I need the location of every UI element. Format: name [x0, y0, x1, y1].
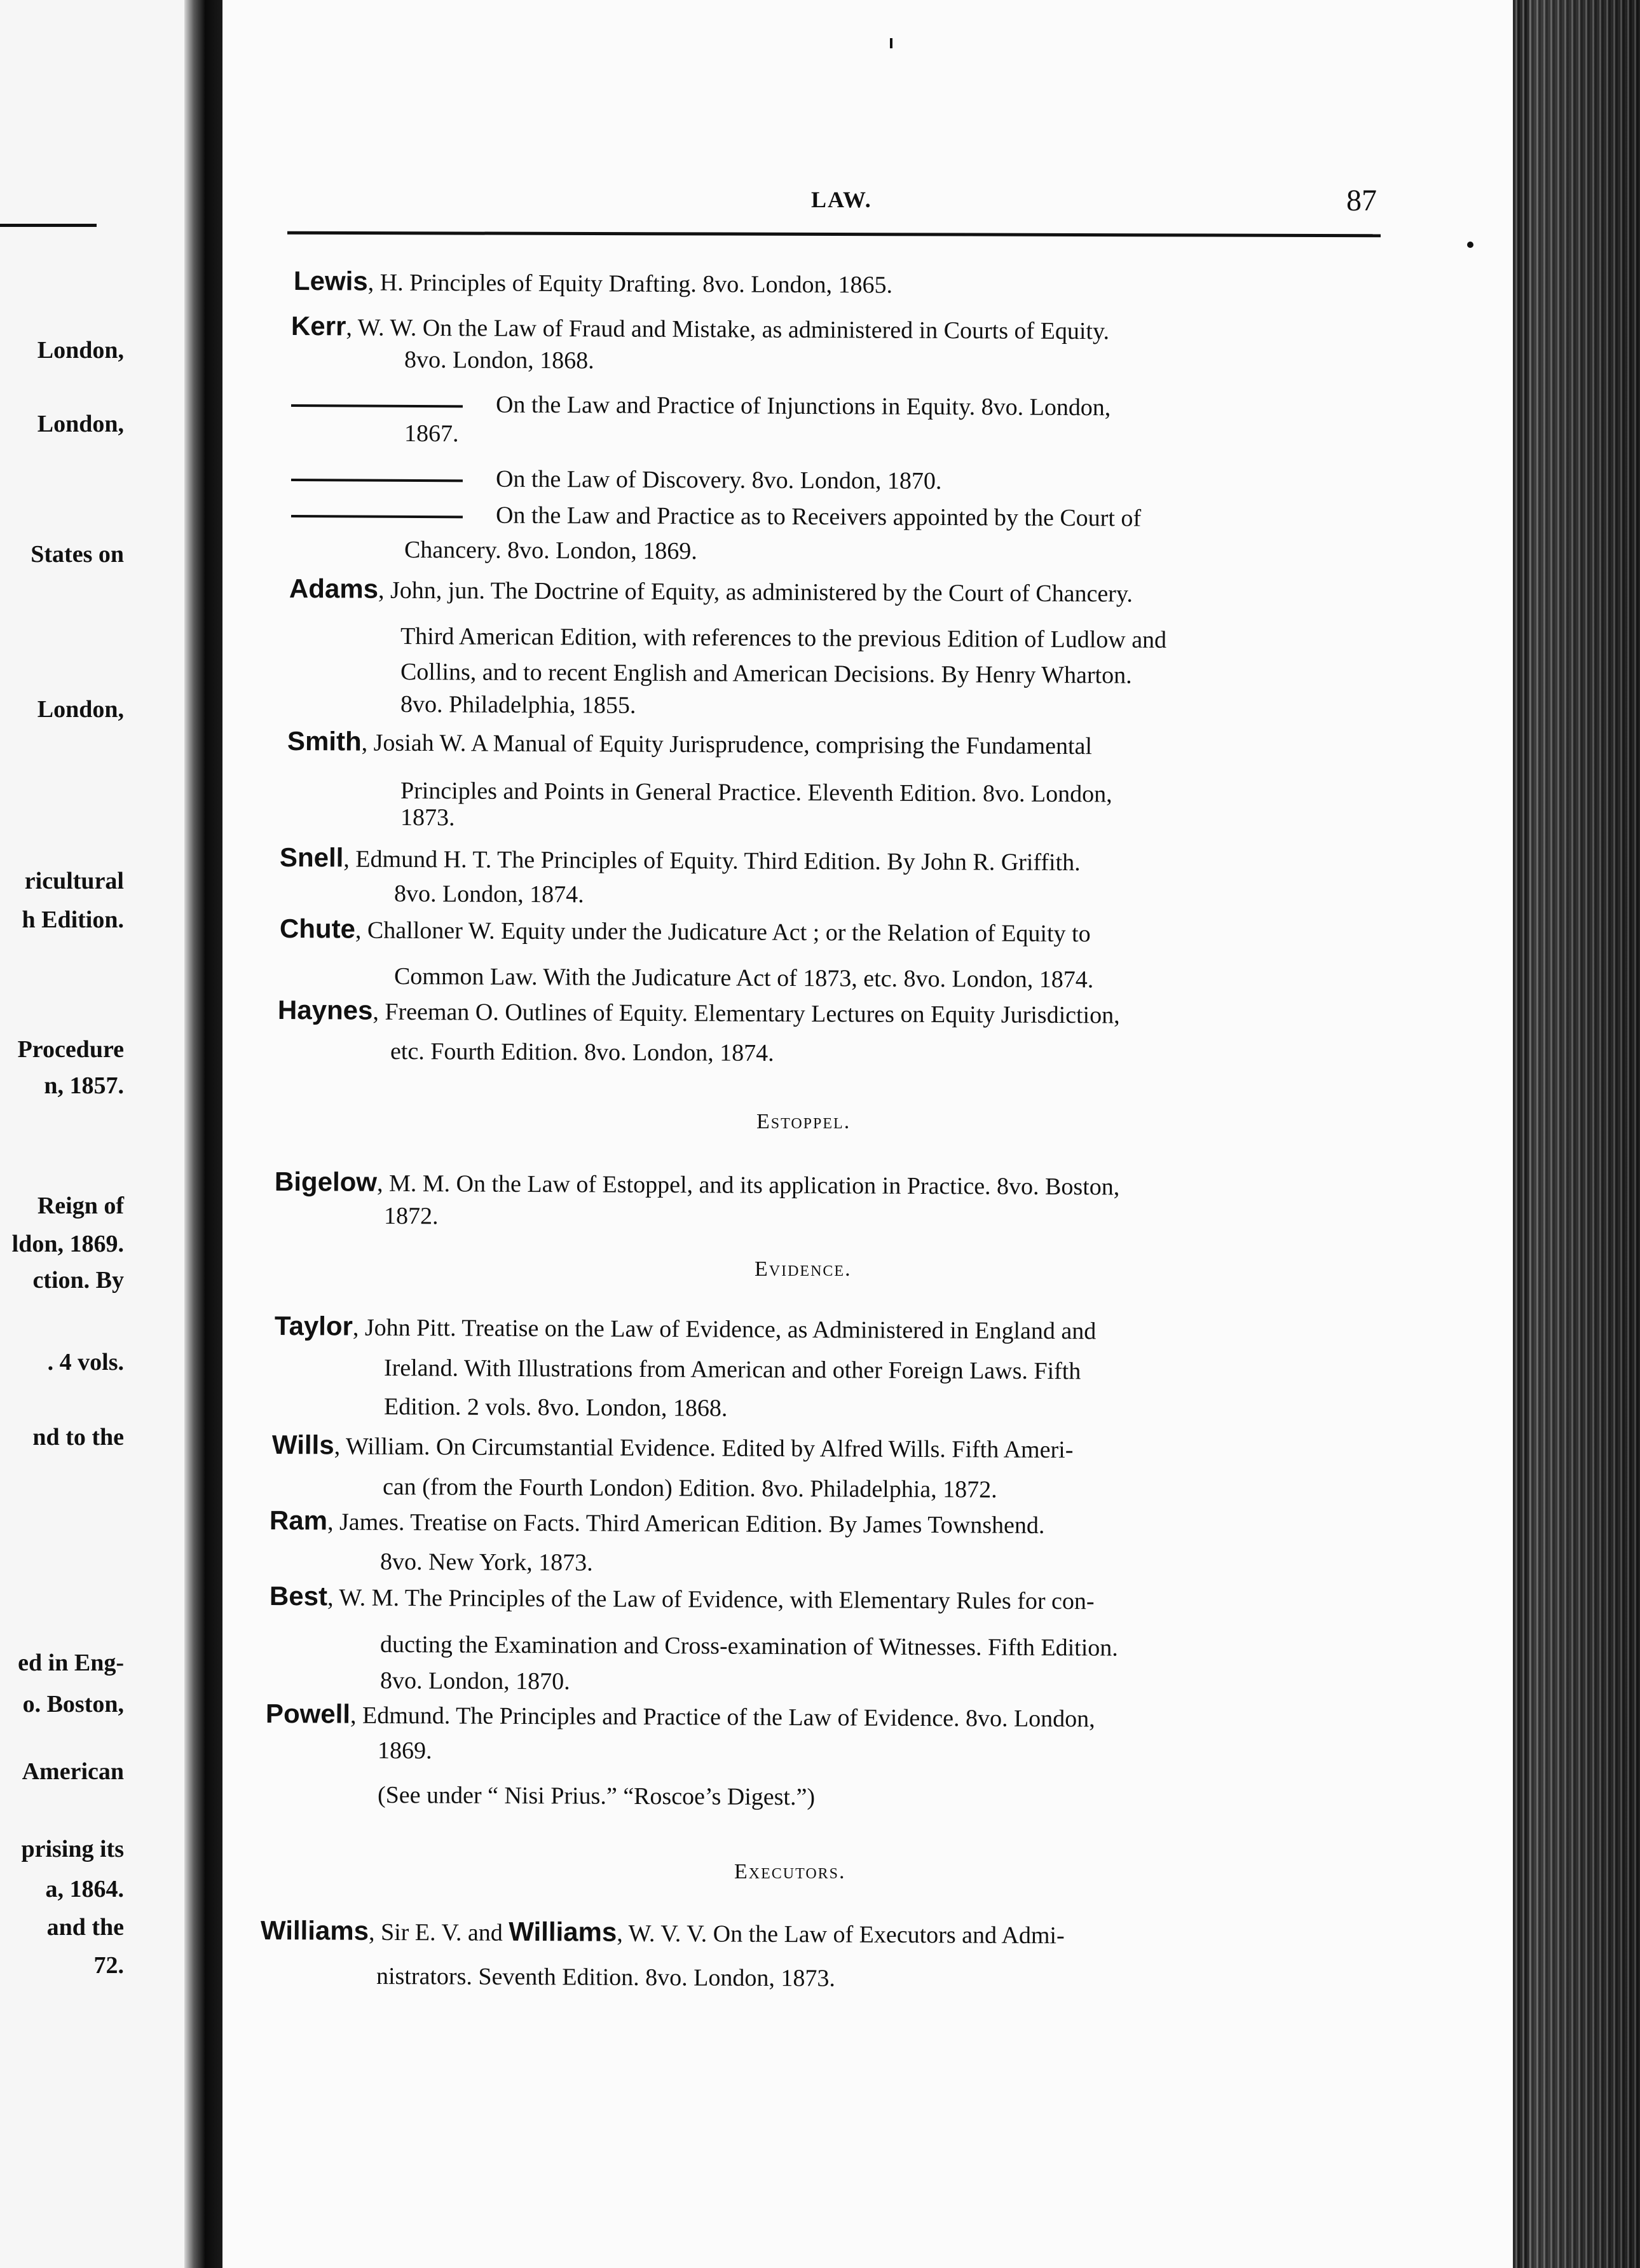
- ditto-dash: [291, 515, 463, 518]
- entry-text: , Josiah W. A Manual of Equity Jurisprudence, comprising the Fundamental: [361, 729, 1093, 760]
- bib-entry: [275, 1168, 1120, 1199]
- adjacent-page-rule: [0, 224, 97, 227]
- author-name: Adams: [289, 573, 379, 604]
- page-number: 87: [1346, 184, 1377, 217]
- bib-entry: [266, 1700, 1095, 1731]
- bib-entry: [275, 1313, 1097, 1343]
- entry-continuation: ducting the Examination and Cross-examination of Witnesses. Fifth Edition.: [379, 1631, 1118, 1662]
- author-name: Ram: [269, 1505, 328, 1536]
- adjacent-page-fragment: ldon, 1869.: [11, 1231, 124, 1257]
- entry-continuation: 8vo. New York, 1873.: [379, 1548, 593, 1576]
- adjacent-page-fragment: ricultural: [24, 868, 124, 894]
- entry-continuation: 1869.: [377, 1737, 432, 1765]
- page-edges-shading: [1529, 0, 1640, 2268]
- bib-entry: [261, 1917, 1065, 1948]
- adjacent-page-fragment: n, 1857.: [44, 1072, 124, 1099]
- entry-continuation: Ireland. With Illustrations from American and other Foreign Laws. Fifth: [383, 1355, 1081, 1385]
- author-name: Snell: [279, 842, 344, 873]
- entry-continuation: etc. Fourth Edition. 8vo. London, 1874.: [390, 1038, 774, 1067]
- cross-reference: (See under “ Nisi Prius.” “Roscoe’s Digest.”): [377, 1782, 816, 1811]
- entry-continuation: nistrators. Seventh Edition. 8vo. London, 1873.: [376, 1963, 836, 1992]
- author-name: Chute: [279, 913, 356, 944]
- entry-text: , W. M. The Principles of the Law of Evidence, with Elementary Rules for con-: [327, 1584, 1095, 1615]
- bib-entry: [272, 1431, 1074, 1462]
- entry-text: On the Law of Discovery. 8vo. London, 1870.: [495, 465, 942, 495]
- ditto-dash: [291, 404, 463, 407]
- entry-text: , William. On Circumstantial Evidence. Edited by Alfred Wills. Fifth Ameri-: [334, 1433, 1074, 1464]
- entry-continuation: 1873.: [400, 804, 455, 831]
- author-name: Williams: [260, 1915, 369, 1946]
- author-name: Bigelow: [274, 1166, 378, 1197]
- entry-continuation: Collins, and to recent English and American Decisions. By Henry Wharton.: [400, 659, 1132, 689]
- bib-entry: [287, 728, 1092, 758]
- bib-entry: [280, 915, 1091, 946]
- bib-entry: [289, 575, 1133, 606]
- adjacent-page-fragment: ction. By: [32, 1267, 124, 1294]
- adjacent-page-fragment: American: [22, 1758, 124, 1785]
- adjacent-page-fragment: Procedure: [17, 1036, 124, 1063]
- adjacent-page-fragment: prising its: [21, 1836, 124, 1862]
- entry-text: , Edmund H. T. The Principles of Equity. Third Edition. By John R. Griffith.: [343, 845, 1081, 877]
- entry-text: , Edmund. The Principles and Practice of the Law of Evidence. 8vo. London,: [350, 1702, 1095, 1733]
- ditto-dash: [291, 479, 463, 482]
- entry-text: , John Pitt. Treatise on the Law of Evidence, as Administered in England and: [352, 1314, 1097, 1345]
- section-heading-evidence: Evidence.: [755, 1257, 852, 1281]
- entry-continuation: Principles and Points in General Practice. Eleventh Edition. 8vo. London,: [400, 777, 1112, 808]
- entry-text: , M. M. On the Law of Estoppel, and its application in Practice. 8vo. Boston,: [376, 1170, 1120, 1201]
- section-heading-estoppel: Estoppel.: [756, 1110, 851, 1133]
- adjacent-page: [0, 0, 184, 2268]
- adjacent-page-fragment: London,: [37, 411, 124, 437]
- running-head: LAW.: [811, 187, 872, 212]
- bib-entry: [291, 313, 1109, 343]
- bib-entry: [270, 1507, 1045, 1538]
- book-gutter: [184, 0, 222, 2268]
- scan-speck: [890, 38, 892, 48]
- adjacent-page-fragment: nd to the: [32, 1424, 124, 1451]
- adjacent-page-fragment: ed in Eng-: [18, 1650, 124, 1676]
- entry-continuation: Edition. 2 vols. 8vo. London, 1868.: [383, 1393, 728, 1422]
- entry-continuation: 8vo. London, 1874.: [393, 880, 584, 908]
- entry-continuation: 8vo. London, 1870.: [379, 1667, 570, 1695]
- entry-continuation: Third American Edition, with references to the previous Edition of Ludlow and: [400, 623, 1167, 653]
- adjacent-page-fragment: London,: [37, 696, 124, 723]
- bib-entry: [294, 268, 892, 297]
- author-name: Smith: [287, 726, 362, 756]
- adjacent-page-fragment: o. Boston,: [22, 1691, 124, 1718]
- adjacent-page-fragment: h Edition.: [22, 906, 124, 933]
- entry-text: , John, jun. The Doctrine of Equity, as administered by the Court of Chancery.: [378, 577, 1133, 608]
- adjacent-page-fragment: Reign of: [37, 1192, 124, 1219]
- adjacent-page-fragment: a, 1864.: [45, 1876, 124, 1903]
- entry-continuation: Chancery. 8vo. London, 1869.: [404, 536, 697, 565]
- entry-text: , James. Treatise on Facts. Third American Edition. By James Townshend.: [327, 1508, 1045, 1539]
- entry-continuation: Common Law. With the Judicature Act of 1873, etc. 8vo. London, 1874.: [393, 963, 1094, 994]
- author-name: Haynes: [277, 995, 373, 1025]
- author-name: Powell: [265, 1698, 351, 1729]
- adjacent-page-fragment: . 4 vols.: [47, 1349, 124, 1376]
- adjacent-page-fragment: 72.: [93, 1952, 124, 1979]
- author-name: Williams: [509, 1916, 617, 1947]
- bib-entry: [291, 392, 1111, 420]
- entry-text: , Challoner W. Equity under the Judicature Act ; or the Relation of Equity to: [355, 917, 1091, 948]
- bib-entry: [278, 997, 1120, 1027]
- author-name: Wills: [271, 1430, 334, 1460]
- author-name: Kerr: [290, 311, 346, 341]
- adjacent-page-fragment: States on: [31, 541, 124, 568]
- scan-speck: [1467, 242, 1473, 248]
- entry-text: , Sir E. V. and: [368, 1918, 509, 1946]
- bib-entry: [291, 466, 942, 493]
- author-name: Best: [269, 1581, 328, 1611]
- author-name: Lewis: [293, 266, 368, 296]
- author-name: Taylor: [274, 1311, 353, 1341]
- entry-continuation: 8vo. Philadelphia, 1855.: [400, 691, 636, 719]
- entry-continuation: can (from the Fourth London) Edition. 8vo. Philadelphia, 1872.: [382, 1473, 997, 1503]
- entry-text: On the Law and Practice of Injunctions in Equity. 8vo. London,: [495, 391, 1111, 421]
- entry-continuation: 1867.: [404, 420, 459, 447]
- entry-continuation: 1872.: [383, 1203, 439, 1230]
- bib-entry: [270, 1583, 1095, 1613]
- adjacent-page-fragment: London,: [37, 337, 124, 364]
- entry-text: , W. V. V. On the Law of Executors and Admi-: [617, 1920, 1065, 1950]
- entry-continuation: 8vo. London, 1868.: [404, 346, 594, 374]
- bib-entry: [280, 844, 1081, 875]
- entry-text: , H. Principles of Equity Drafting. 8vo. London, 1865.: [367, 269, 893, 299]
- entry-text: , W. W. On the Law of Fraud and Mistake, as administered in Courts of Equity.: [346, 314, 1110, 345]
- section-heading-executors: Executors.: [734, 1860, 846, 1883]
- bib-entry: [291, 502, 1141, 531]
- entry-text: , Freeman O. Outlines of Equity. Elementary Lectures on Equity Jurisdiction,: [372, 998, 1120, 1029]
- entry-text: On the Law and Practice as to Receivers appointed by the Court of: [495, 502, 1142, 532]
- adjacent-page-fragment: and the: [46, 1914, 124, 1941]
